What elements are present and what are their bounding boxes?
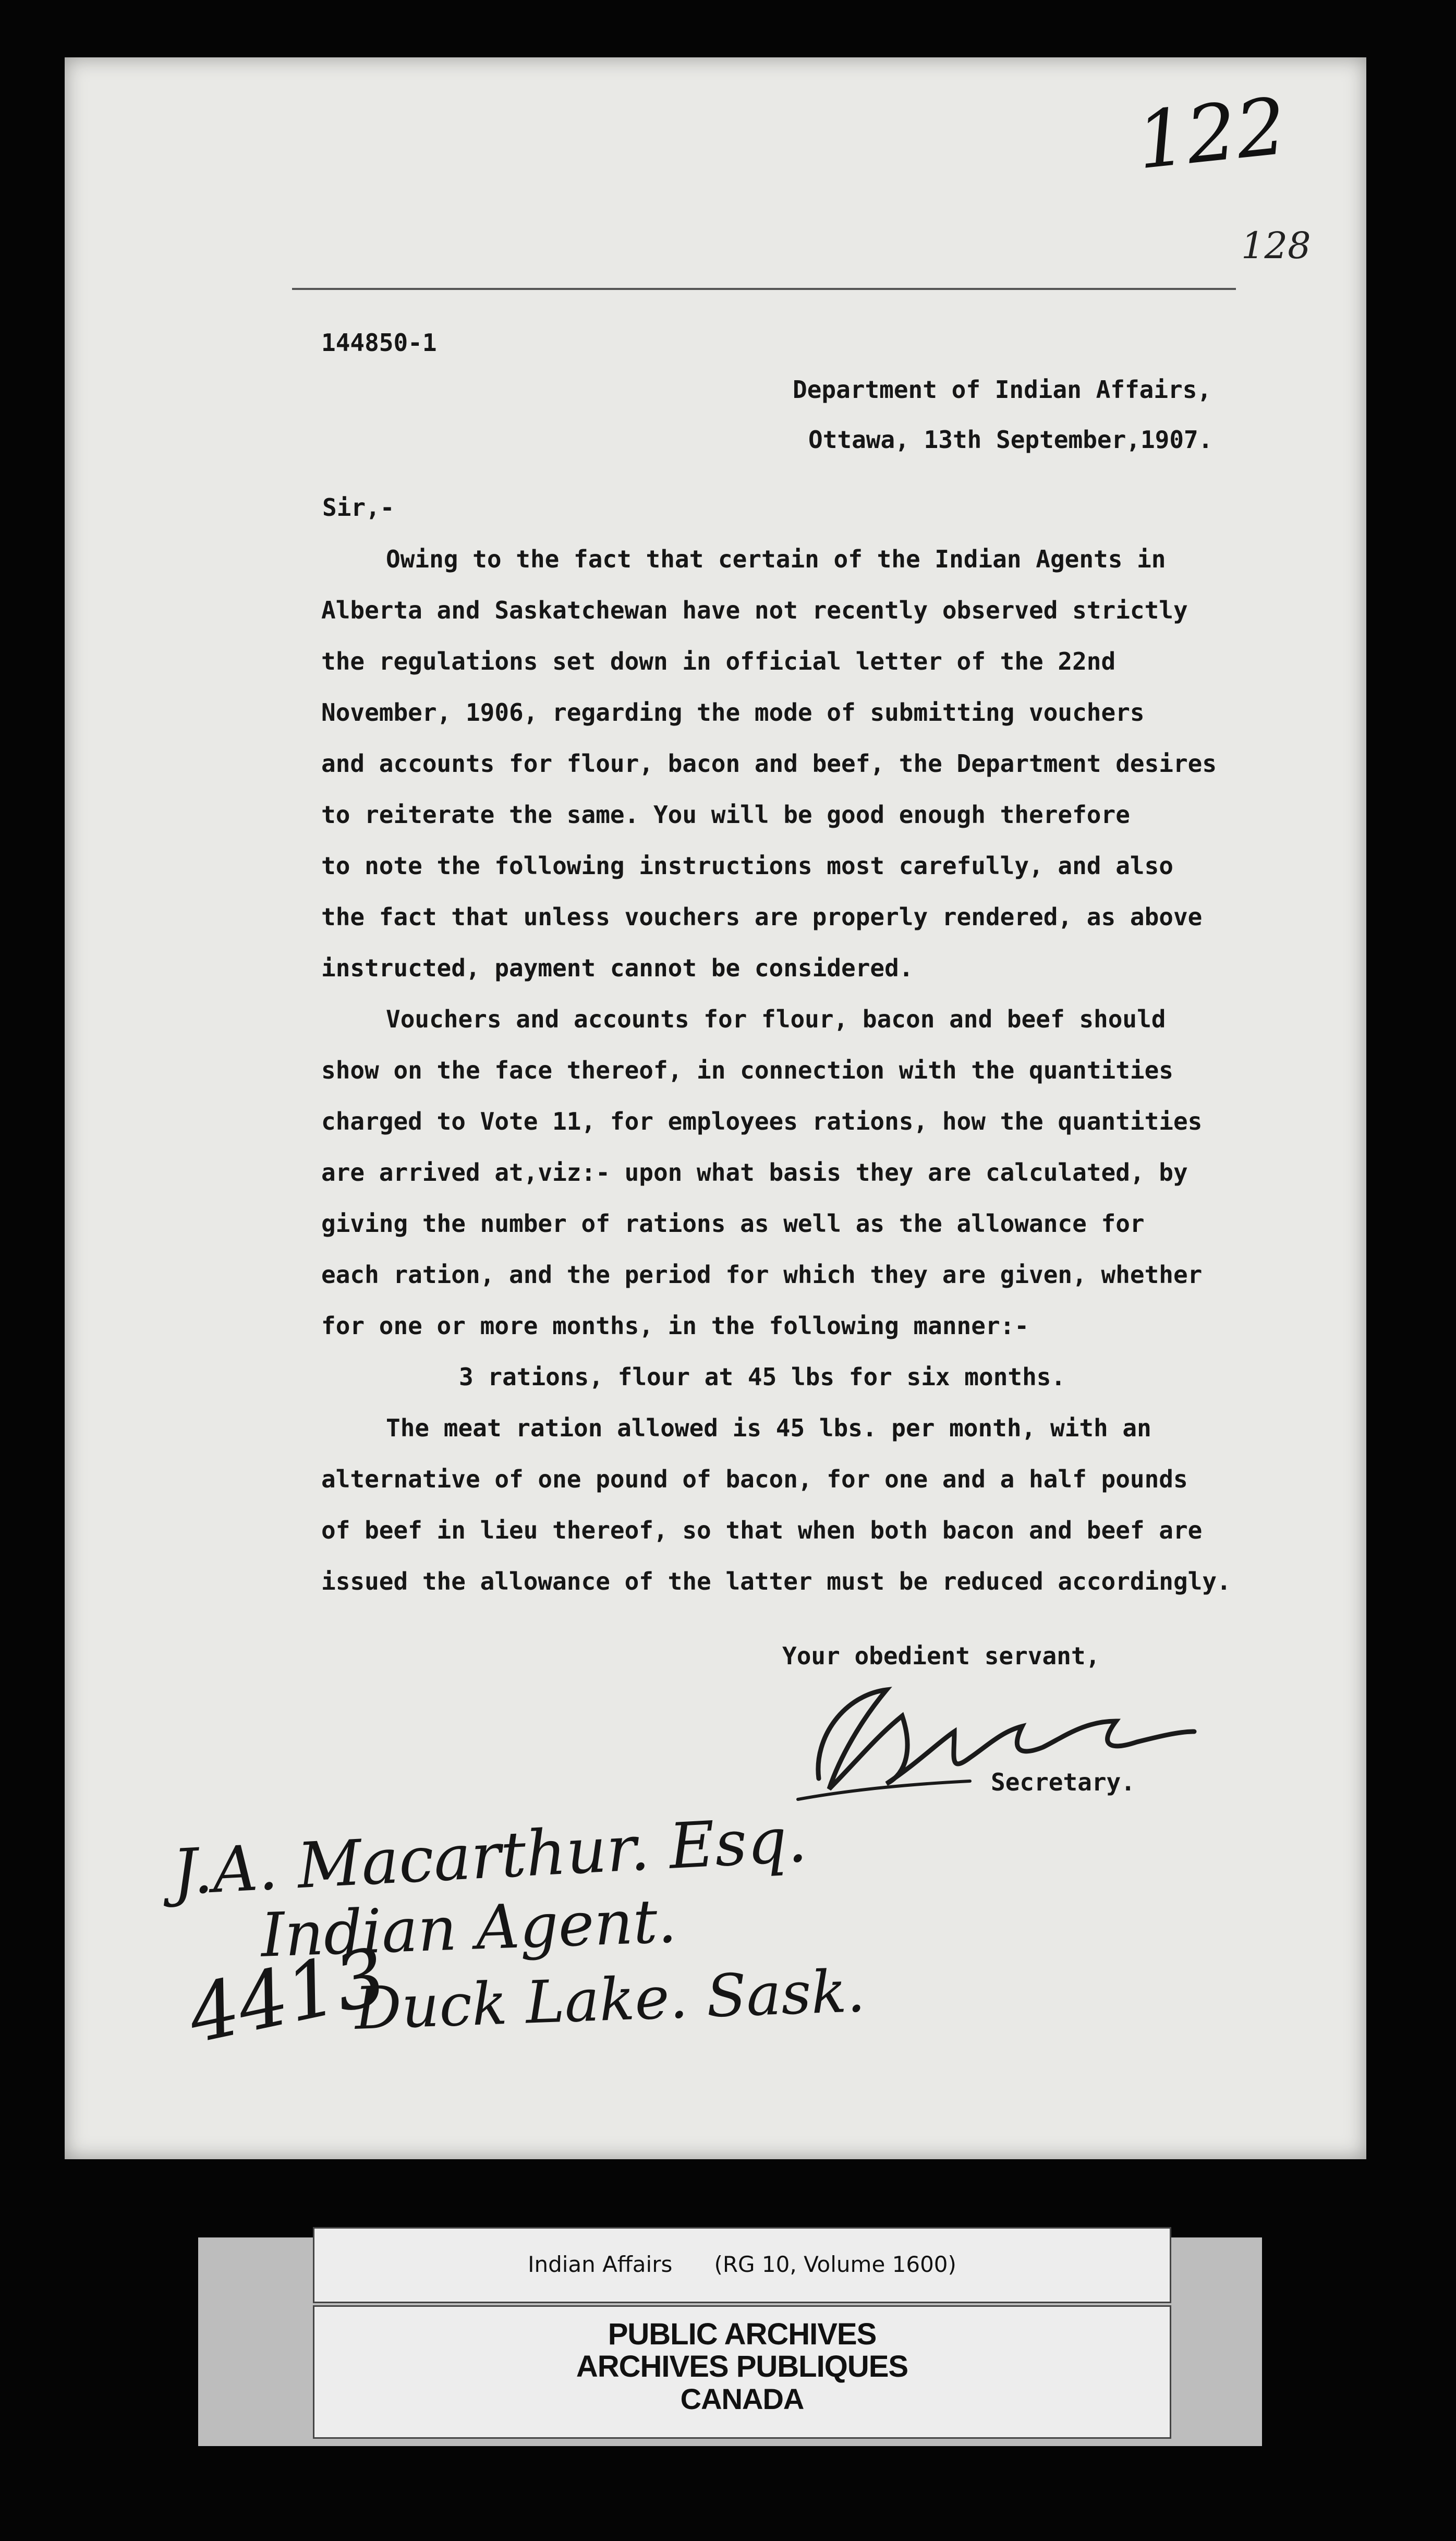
body-line: 3 rations, flour at 45 lbs for six months. — [459, 1363, 1066, 1391]
body-line: Alberta and Saskatchewan have not recently observed strictly — [321, 596, 1188, 624]
archive-country: CANADA — [680, 2382, 804, 2415]
body-line: to reiterate the same. You will be good enough therefore — [321, 801, 1130, 829]
archive-name-fr: ARCHIVES PUBLIQUES — [576, 2350, 908, 2383]
series-label-card — [313, 2227, 1171, 2303]
header-rule — [292, 288, 1236, 290]
body-line: Vouchers and accounts for flour, bacon and beef should — [386, 1005, 1166, 1033]
archive-name-en: PUBLIC ARCHIVES — [608, 2317, 877, 2351]
body-line: alternative of one pound of bacon, for one and a half pounds — [321, 1465, 1188, 1493]
body-line: of beef in lieu thereof, so that when both bacon and beef are — [321, 1516, 1203, 1544]
file-number: 144850-1 — [321, 329, 437, 357]
series-label: Indian Affairs (RG 10, Volume 1600) — [528, 2252, 956, 2277]
folio-subnumber: 128 — [1241, 224, 1311, 267]
body-line: show on the face thereof, in connection with the quantities — [321, 1056, 1173, 1084]
addressee-title: Indian Agent. — [259, 1886, 678, 1971]
body-line: November, 1906, regarding the mode of submitting vouchers — [321, 698, 1145, 727]
body-line: giving the number of rations as well as the allowance for — [321, 1209, 1145, 1238]
body-line: Owing to the fact that certain of the Indian Agents in — [386, 545, 1166, 573]
body-line: issued the allowance of the latter must be reduced accordingly. — [321, 1567, 1231, 1595]
body-line: and accounts for flour, bacon and beef, the Department desires — [321, 749, 1217, 778]
addressee-name: J.A. Macarthur. Esq. — [171, 1804, 809, 1909]
body-line: charged to Vote 11, for employees rations, how the quantities — [321, 1107, 1203, 1135]
body-line: to note the following instructions most carefully, and also — [321, 852, 1173, 880]
body-line: instructed, payment cannot be considered. — [321, 954, 914, 982]
department-name: Department of Indian Affairs, — [793, 376, 1212, 404]
body-line: the fact that unless vouchers are properly rendered, as above — [321, 903, 1203, 931]
body-line: each ration, and the period for which they are given, whether — [321, 1261, 1203, 1289]
body-line: The meat ration allowed is 45 lbs. per month, with an — [386, 1414, 1151, 1442]
archive-stamp-card — [313, 2305, 1171, 2439]
marginal-number: 4413 — [180, 1931, 394, 2061]
place-and-date: Ottawa, 13th September,1907. — [808, 426, 1213, 454]
body-line: for one or more months, in the following manner:- — [321, 1312, 1029, 1340]
body-line: are arrived at,viz:- upon what basis they are calculated, by — [321, 1158, 1188, 1187]
salutation: Sir,- — [322, 493, 395, 522]
body-line: the regulations set down in official letter of the 22nd — [321, 647, 1116, 675]
folio-number: 122 — [1132, 81, 1291, 187]
addressee-location: Duck Lake. Sask. — [354, 1957, 867, 2043]
signatory-title: Secretary. — [991, 1768, 1135, 1796]
closing: Your obedient servant, — [782, 1642, 1100, 1670]
